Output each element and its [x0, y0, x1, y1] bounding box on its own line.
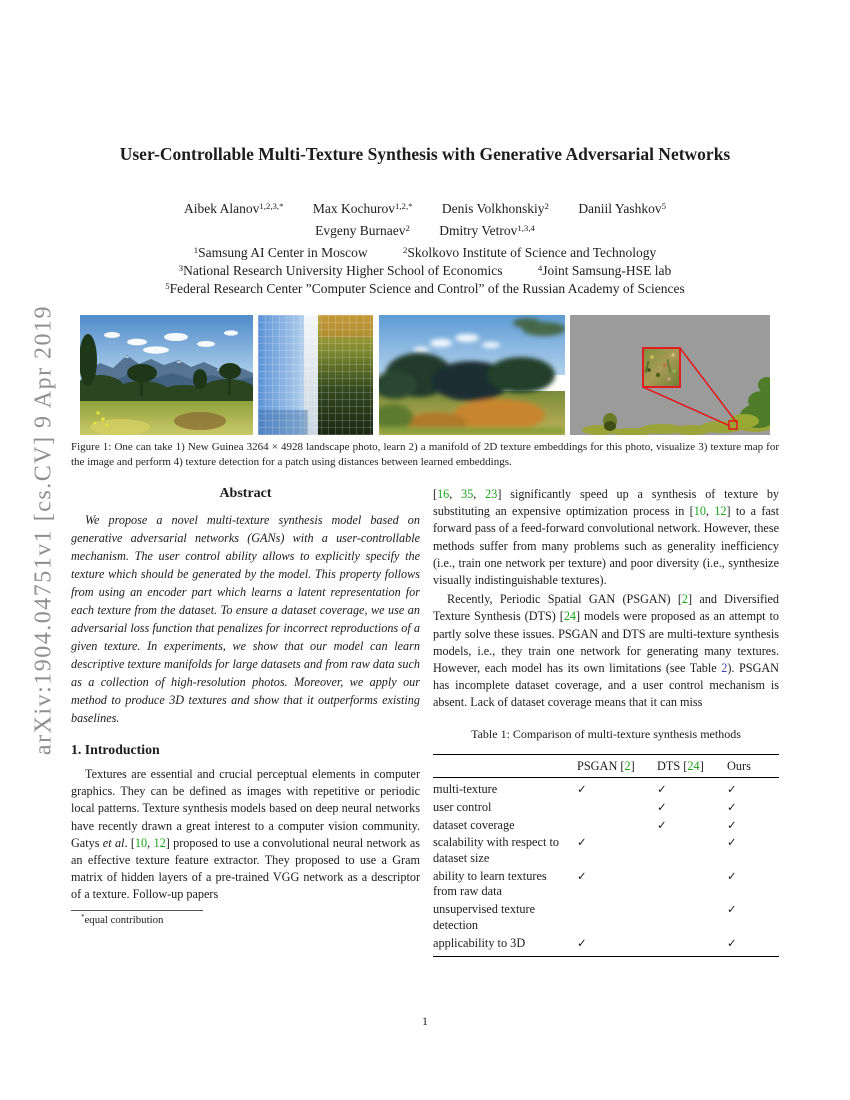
intro-paragraph: Textures are essential and crucial perceptual elements in computer graphics. They can be defined as images with repetitive or periodic local patterns. Texture synthesis models based on deep neural networks have recently drawn a great interest to a computer vision community. Gatys et al. [10, 12] proposed to use a convolutional neural network as an effective texture feature extractor. They proposed to use a Gram matrix of hidden layers of a pre-trained VGG network as a descriptor of a texture. Follow-up papers — [71, 767, 420, 902]
grass-tuft — [603, 413, 617, 431]
citation-link[interactable]: 35 — [461, 487, 474, 501]
check-cell-psgan: ✓ — [577, 781, 587, 796]
table-caption: Table 1: Comparison of multi-texture synthesis methods — [471, 726, 741, 741]
author: Aibek Alanov$^{1,2,3,*}$ — [184, 201, 284, 216]
affiliation: $^5$Federal Research Center ”Computer Science and Control” of the Russian Academy of Sciences — [165, 281, 685, 296]
figure-panel-texture-detection — [570, 315, 770, 435]
authors-line-1 — [60, 201, 790, 217]
author: Evgeny Burnaev$^2$ — [315, 223, 410, 238]
row-label: user control — [433, 799, 492, 814]
author: Max Kochurov$^{1,2,*}$ — [312, 201, 413, 216]
table-header-psgan: PSGAN [2] — [577, 758, 635, 773]
table-header-dts: DTS [24] — [657, 758, 704, 773]
citation-link[interactable]: 12 — [714, 504, 727, 519]
row-label: dataset coverage — [433, 817, 515, 832]
section-heading-introduction: 1. Introduction — [71, 742, 160, 757]
check-cell-psgan: ✓ — [577, 835, 587, 850]
figure-panel-texture-map — [379, 315, 565, 435]
footnote-text: *equal contribution — [81, 913, 164, 926]
figure-panel-embedding-manifold — [258, 315, 373, 435]
table-row — [433, 868, 779, 901]
affiliation: $^1$Samsung AI Center in Moscow — [193, 245, 368, 260]
affiliation: $^3$National Research University Higher School of Economics — [178, 263, 503, 278]
table-row — [433, 901, 779, 934]
table-body — [433, 778, 779, 957]
table-row — [433, 781, 779, 799]
check-cell-ours: ✓ — [727, 781, 737, 796]
check-cell-dts: ✓ — [657, 817, 667, 832]
check-cell-ours: ✓ — [727, 935, 737, 950]
right-column — [433, 486, 779, 957]
row-label: multi-texture — [433, 781, 498, 796]
authors-line-2 — [60, 223, 790, 239]
citation-link[interactable]: 23 — [485, 487, 498, 501]
affiliation-line-2 — [40, 263, 810, 279]
citation-link[interactable]: 2 — [681, 592, 688, 607]
table-row — [433, 799, 779, 817]
page-number: 1 — [422, 1014, 428, 1028]
texture-patch-inset — [643, 348, 680, 387]
right-paragraph-1: [16, 35, 23] significantly speed up a synthesis of texture by substituting an expensive optimization process in [10, 12] to a fast forward pass of a feed-forward convolutional network. However, these methods suffer from many problems such as generality inefficiency (i.e., train one network per texture) and poor diversity (i.e., synthesize visually indistinguishable textures). — [433, 487, 780, 588]
citation-link[interactable]: 12 — [153, 835, 166, 850]
abstract-text: We propose a novel multi-texture synthesis model based on generative adversarial networks (GANs) with a user-controllable mechanism. The user control ability allows to explicitly specify the texture which should be generated by the model. This property follows from using an encoder part which learns a latent representation for each texture from the dataset. To ensure a dataset coverage, we use an adversarial loss function that penalizes for incorrect reproductions of a given texture. In experiments, we show that our model can learn descriptive texture manifolds for large datasets and from raw data such as a collection of high-resolution photos. Moreover, we apply our method to produce 3D textures and show that it outperforms existing baselines. — [71, 513, 420, 725]
table-header-ours: Ours — [727, 758, 751, 773]
check-cell-ours: ✓ — [727, 902, 737, 917]
check-cell-ours: ✓ — [727, 799, 737, 814]
check-cell-ours: ✓ — [727, 868, 737, 883]
et-al: et al — [102, 835, 125, 850]
citation-link[interactable]: 10 — [134, 835, 148, 850]
author: Daniil Yashkov$^5$ — [578, 201, 666, 216]
author: Denis Volkhonskiy$^2$ — [441, 201, 549, 216]
left-column — [71, 486, 420, 926]
check-cell-psgan: ✓ — [577, 868, 587, 883]
table-row — [433, 934, 779, 952]
table-row — [433, 816, 779, 834]
affiliation: $^4$Joint Samsung-HSE lab — [537, 263, 672, 278]
affiliation-line-1 — [40, 245, 810, 261]
citation-link[interactable]: 10 — [693, 504, 706, 519]
citation-link[interactable]: 16 — [437, 487, 450, 501]
citation-link[interactable]: 24 — [563, 609, 577, 624]
table-header-row — [433, 755, 779, 778]
affiliation: $^2$Skolkovo Institute of Science and Technology — [402, 245, 657, 260]
citation-link[interactable]: 2 — [624, 758, 631, 773]
figure-panel-landscape-photo — [80, 315, 253, 435]
row-label: unsupervised texture detection — [433, 902, 536, 932]
check-cell-dts: ✓ — [657, 799, 667, 814]
check-cell-ours: ✓ — [727, 835, 737, 850]
abstract-heading: Abstract — [219, 486, 272, 501]
check-cell-psgan: ✓ — [577, 935, 587, 950]
table-ref-link[interactable]: 2 — [721, 661, 728, 676]
row-label: ability to learn textures from raw data — [433, 868, 547, 899]
row-label: scalability with respect to dataset size — [433, 835, 560, 865]
comparison-table — [433, 754, 779, 958]
affiliation-line-3 — [40, 281, 810, 297]
author: Dmitry Vetrov$^{1,3,4}$ — [439, 223, 535, 238]
figure-caption: Figure 1: One can take 1) New Guinea 3264 × 4928 landscape photo, learn 2) a manifold of 2D texture embeddings for this photo, visualize 3) texture map for the image and perform 4) texture detection for a patch using distances between learned embeddings. — [71, 441, 779, 468]
right-paragraph-2: Recently, Periodic Spatial GAN (PSGAN) [2] and Diversified Texture Synthesis (DTS) [24] models were proposed as an attempt to partly solve these issues. PSGAN and DTS are multi-texture synthesis models, i.e., they train one network for generating many textures. However, each model has its own limitations (see Table 2). PSGAN has incomplete dataset coverage, and a user control mechanism is absent. Lack of dataset coverage means that it can miss — [433, 592, 780, 710]
arxiv-banner: arXiv:1904.04751v1 [cs.CV] 9 Apr 2019 — [30, 304, 57, 756]
table-row — [433, 834, 779, 867]
check-cell-ours: ✓ — [727, 817, 737, 832]
paper-title: User-Controllable Multi-Texture Synthesis with Generative Adversarial Networks — [119, 144, 731, 164]
figure-1 — [80, 315, 770, 435]
check-cell-dts: ✓ — [657, 781, 667, 796]
footnote-rule — [71, 910, 203, 911]
citation-link[interactable]: 24 — [687, 758, 700, 773]
row-label: applicability to 3D — [433, 935, 526, 950]
